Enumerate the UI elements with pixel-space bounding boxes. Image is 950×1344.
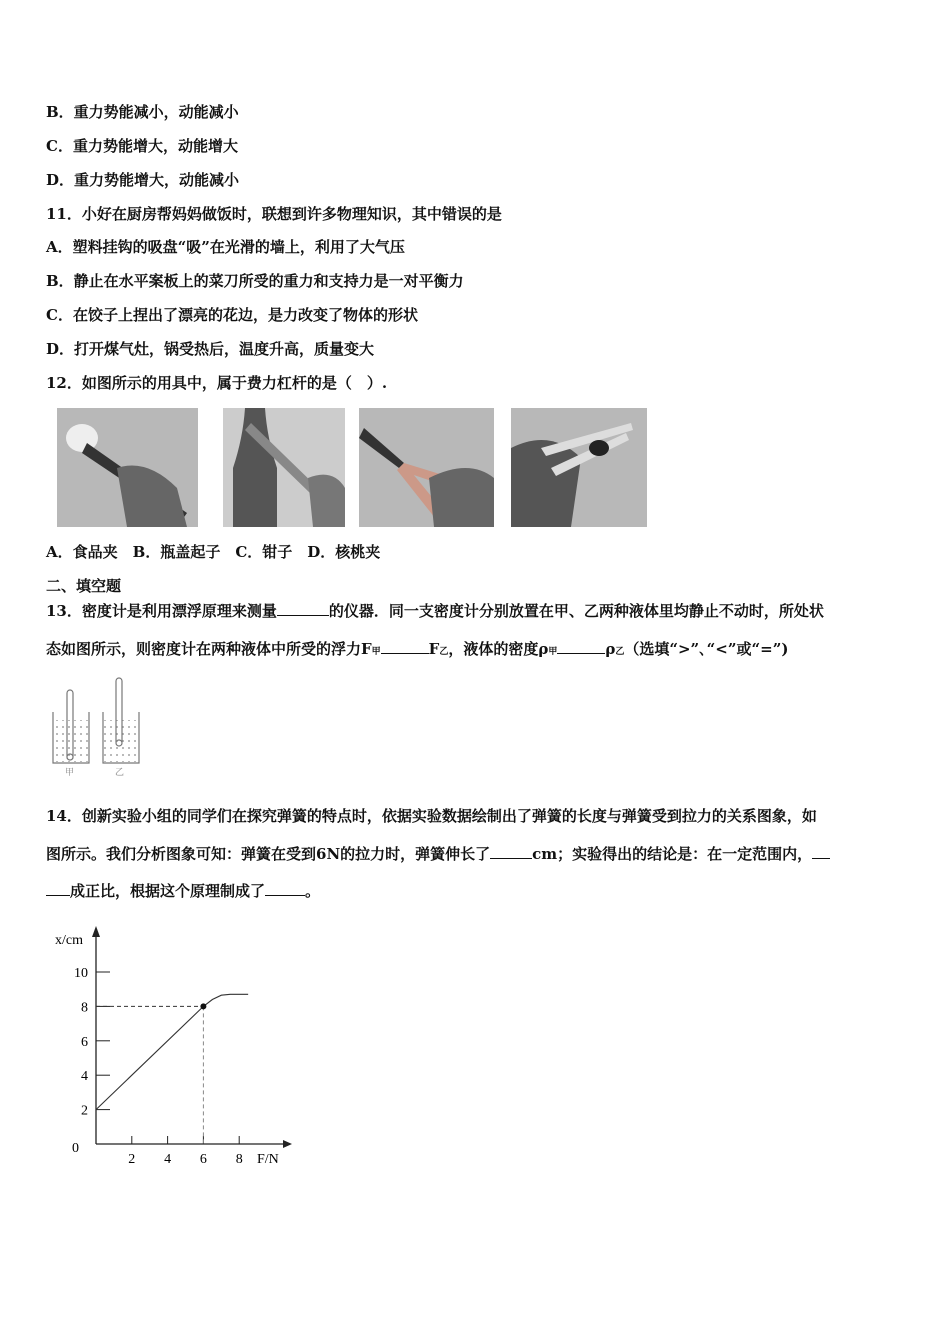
text: 图所示。我们分析图象可知：弹簧在受到6N的拉力时，弹簧伸长了 (46, 845, 491, 863)
text: 。 (305, 882, 321, 900)
answer-blank (381, 639, 429, 654)
q11-option-a: A．塑料挂钩的吸盘“吸”在光滑的墙上，利用了大气压 (46, 238, 405, 256)
q10-option-b: B．重力势能减小，动能减小 (46, 103, 239, 121)
text: ，液体的密度ρ (448, 640, 549, 658)
text: 态如图所示，则密度计在两种液体中所受的浮力F (46, 640, 372, 658)
q11-option-d: D．打开煤气灶，锅受热后，温度升高，质量变大 (46, 340, 375, 358)
y-tick-label: 8 (81, 1000, 88, 1016)
text: 13．密度计是利用漂浮原理来测量 (46, 602, 277, 620)
nutcracker-photo (511, 408, 647, 527)
data-point (200, 1003, 206, 1009)
label-jia: 甲 (65, 767, 75, 777)
label-yi: 乙 (115, 767, 125, 777)
x-axis-arrow (283, 1140, 292, 1148)
y-tick-label: 10 (74, 966, 88, 981)
q12-stem: 12．如图所示的用具中，属于费力杠杆的是（ ）. (46, 374, 388, 392)
q11-stem: 11．小好在厨房帮妈妈做饭时，联想到许多物理知识，其中错误的是 (46, 205, 502, 223)
q14-line1: 14．创新实验小组的同学们在探究弹簧的特点时，依据实验数据绘制出了弹簧的长度与弹簧受到拉力的关系图象，如 (46, 807, 817, 825)
answer-blank (490, 844, 532, 859)
spring-chart (0, 0, 300, 1180)
y-axis-label: x/cm (55, 933, 83, 948)
q12-options: A．食品夹 B．瓶盖起子 C．钳子 D．核桃夹 (46, 543, 381, 561)
answer-blank (557, 639, 605, 654)
text: F (428, 640, 440, 658)
answer-blank (812, 844, 830, 859)
data-line (96, 994, 248, 1109)
text: ρ (605, 640, 616, 658)
subscript: 乙 (615, 647, 625, 657)
q10-option-d: D．重力势能增大，动能减小 (46, 171, 240, 189)
y-tick-label: 6 (81, 1034, 88, 1050)
q11-option-c: C．在饺子上捏出了漂亮的花边，是力改变了物体的形状 (46, 306, 418, 324)
section-title: 二、填空题 (46, 577, 122, 595)
subscript: 甲 (548, 647, 558, 657)
x-axis-label: F/N (257, 1152, 279, 1167)
subscript: 乙 (439, 647, 449, 657)
x-tick-label: 4 (164, 1152, 172, 1167)
q11-option-b: B．静止在水平案板上的菜刀所受的重力和支持力是一对平衡力 (46, 272, 464, 290)
x-tick-label: 2 (128, 1152, 136, 1167)
y-axis-arrow (92, 926, 100, 937)
y-tick-label: 4 (81, 1069, 88, 1085)
text: （选填“>”､“<”或“=”) (624, 640, 789, 658)
y-tick-label: 2 (81, 1103, 88, 1119)
x-tick-label: 6 (199, 1152, 207, 1167)
origin-label: 0 (72, 1141, 79, 1156)
q10-option-c: C．重力势能增大，动能增大 (46, 137, 238, 155)
pliers-photo (359, 408, 494, 527)
text: 的仪器．同一支密度计分别放置在甲、乙两种液体里均静止不动时，所处状 (328, 602, 824, 620)
subscript: 甲 (371, 647, 381, 657)
text: cm；实验得出的结论是：在一定范围内， (532, 845, 813, 863)
text: 成正比，根据这个原理制成了 (70, 882, 266, 900)
x-tick-label: 8 (235, 1152, 243, 1167)
